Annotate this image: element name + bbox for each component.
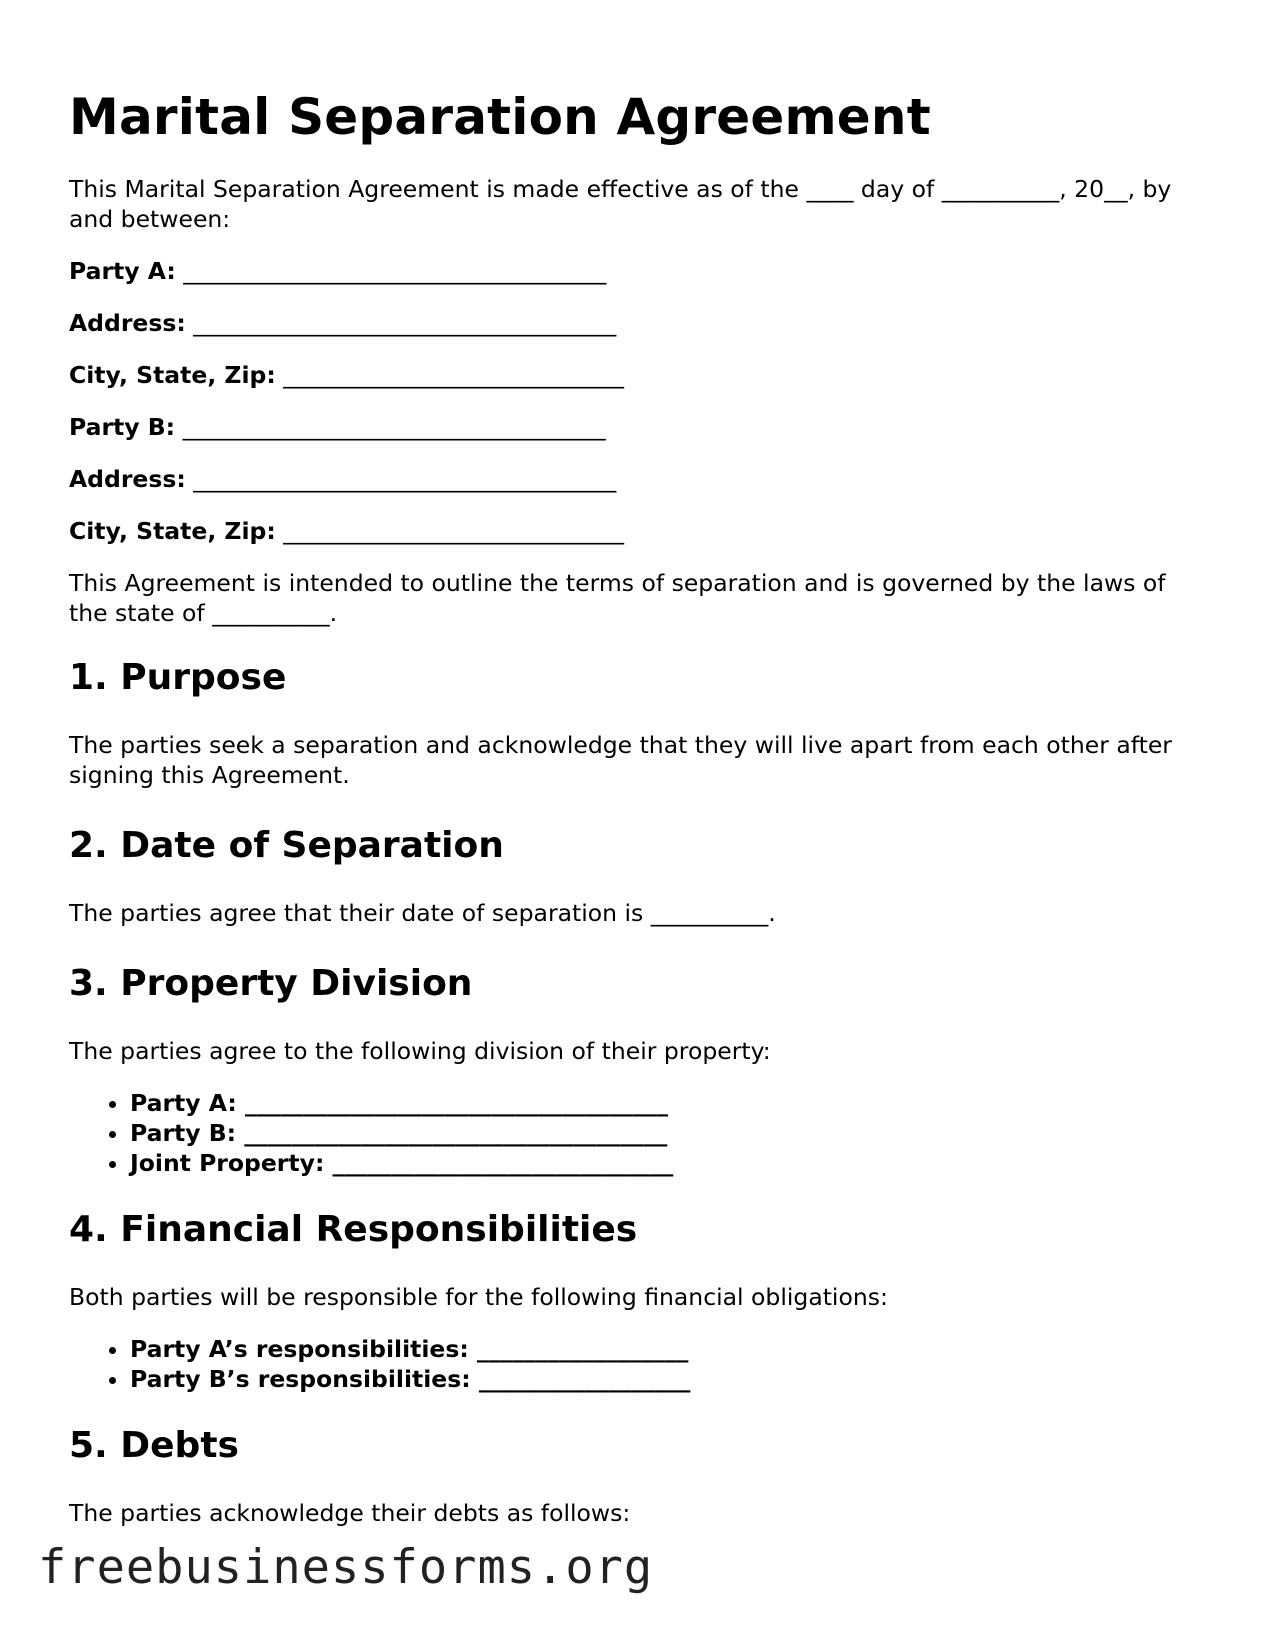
list-item: • Party B’s responsibilities: __________________ <box>130 1364 1199 1394</box>
list-item: • Joint Property: _____________________________ <box>130 1148 1199 1178</box>
debts-text: The parties acknowledge their debts as follows: <box>69 1499 631 1527</box>
field-label: Address: <box>69 309 186 337</box>
intro-paragraph: This Marital Separation Agreement is made effective as of the ____ day of __________, 20__, by and between: <box>69 175 1172 233</box>
blank-line: _____________________________ <box>283 361 624 389</box>
party-a-city-state-zip-field <box>69 360 1199 390</box>
blank-line: ____________________________________ <box>182 413 606 441</box>
document-page <box>69 84 1199 1528</box>
field-label: City, State, Zip: <box>69 361 276 389</box>
party-a-address-field <box>69 308 1199 338</box>
section-heading-purpose: 1. Purpose <box>69 657 287 698</box>
blank-line: ____________________________________ <box>193 465 617 493</box>
list-item: • Party B: ____________________________________ <box>130 1118 1199 1148</box>
list-item: • Party A’s responsibilities: __________________ <box>130 1334 1199 1364</box>
blank-line: ____________________________________ <box>183 257 607 285</box>
governing-law-paragraph: This Agreement is intended to outline the terms of separation and is governed by the laws of the state of __________. <box>69 569 1166 627</box>
property-division-text: The parties agree to the following division of their property: <box>69 1037 771 1065</box>
section-heading-property-division: 3. Property Division <box>69 963 473 1004</box>
field-label: Party B: <box>69 413 176 441</box>
property-list <box>69 1088 1199 1178</box>
purpose-text: The parties seek a separation and acknowledge that they will live apart from each other after signing this Agreement. <box>69 731 1172 789</box>
party-a-name-field <box>69 256 1199 286</box>
financial-list <box>69 1334 1199 1394</box>
blank-line: _____________________________ <box>283 517 624 545</box>
list-item: • Party A: ____________________________________ <box>130 1088 1199 1118</box>
watermark: freebusinessforms.org <box>38 1540 654 1595</box>
party-b-name-field <box>69 412 1199 442</box>
field-label: Address: <box>69 465 186 493</box>
party-b-city-state-zip-field <box>69 516 1199 546</box>
field-label: Party A: <box>69 257 176 285</box>
date-of-separation-text: The parties agree that their date of separation is __________. <box>69 899 776 927</box>
document-title: Marital Separation Agreement <box>69 88 931 146</box>
section-heading-financial-responsibilities: 4. Financial Responsibilities <box>69 1209 638 1250</box>
financial-responsibilities-text: Both parties will be responsible for the following financial obligations: <box>69 1283 888 1311</box>
field-label: City, State, Zip: <box>69 517 276 545</box>
section-heading-debts: 5. Debts <box>69 1425 239 1466</box>
party-b-address-field <box>69 464 1199 494</box>
section-heading-date-of-separation: 2. Date of Separation <box>69 825 504 866</box>
blank-line: ____________________________________ <box>193 309 617 337</box>
